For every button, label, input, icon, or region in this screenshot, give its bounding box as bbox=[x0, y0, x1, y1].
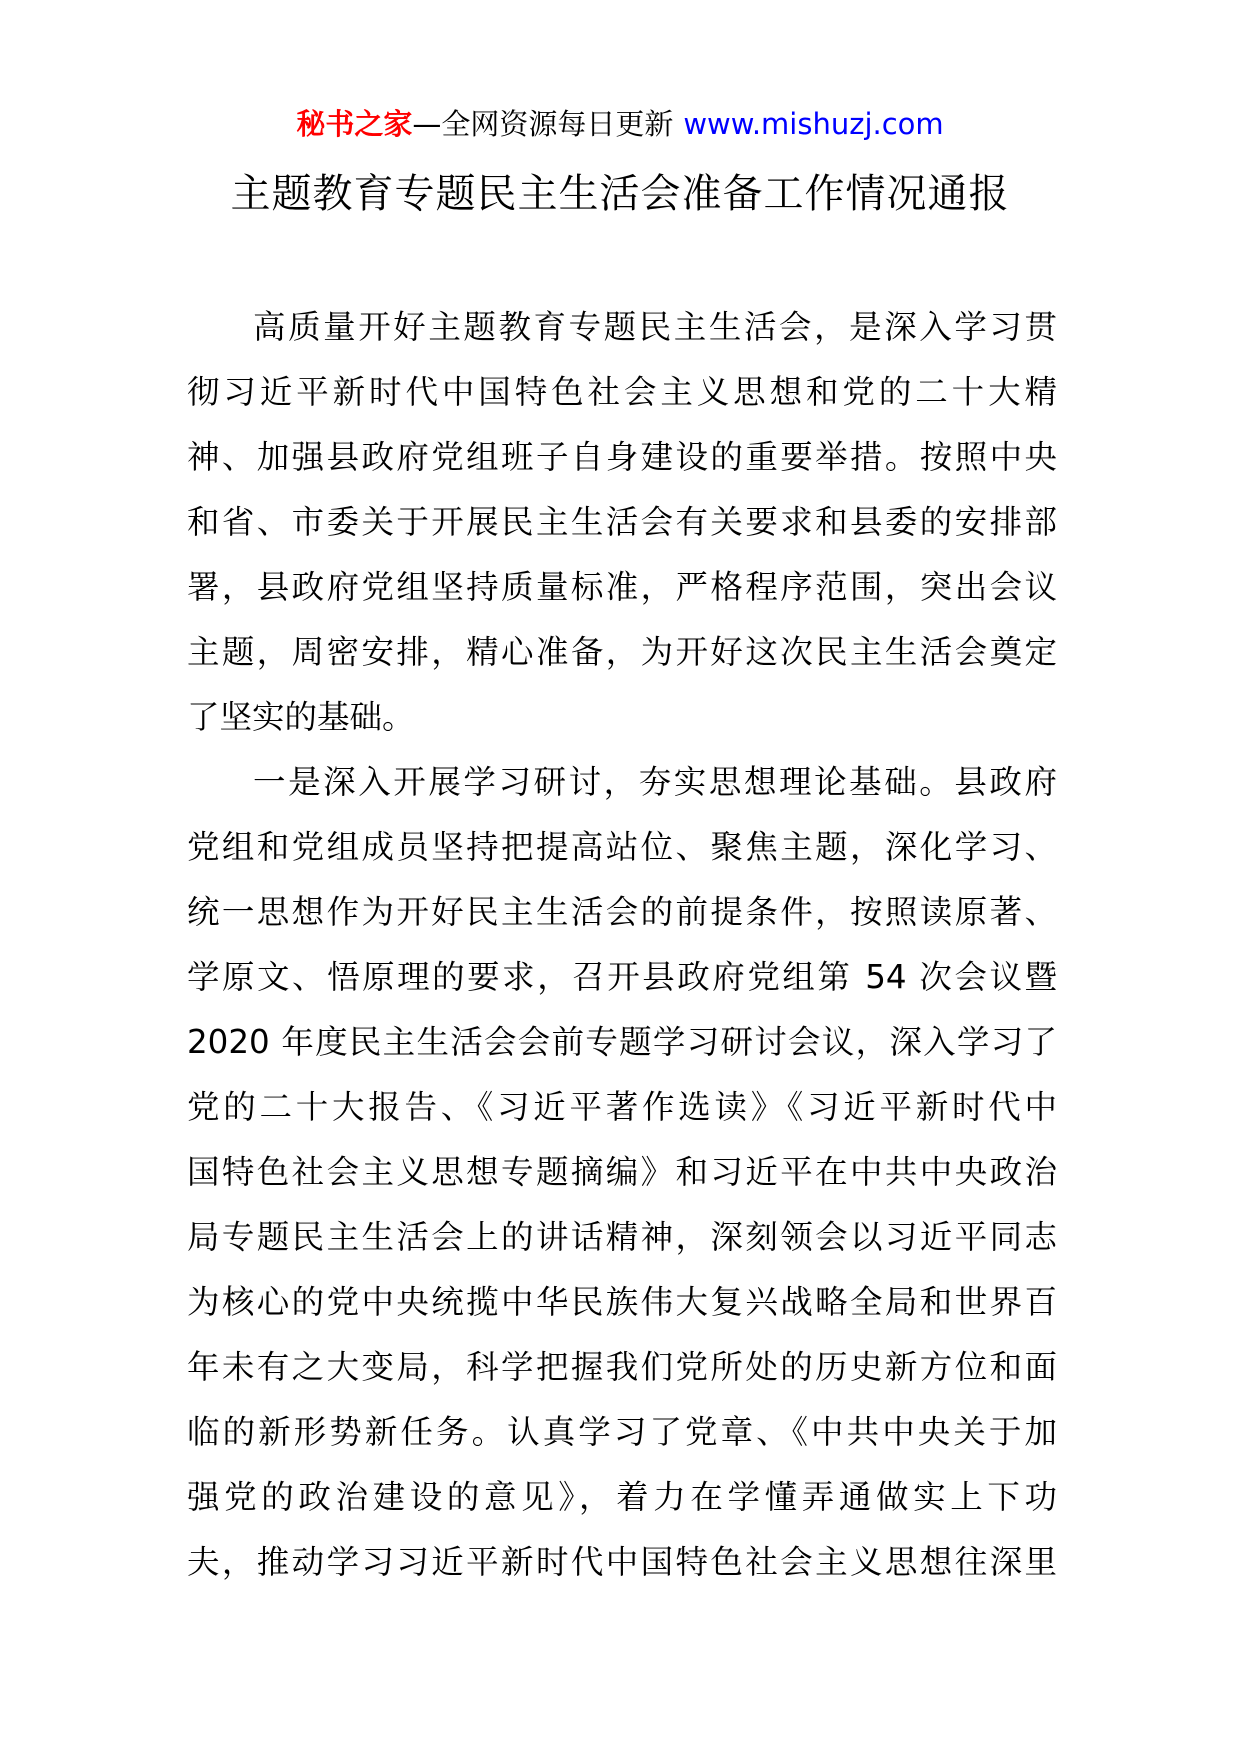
document-title: 主题教育专题民主生活会准备工作情况通报 bbox=[230, 171, 1010, 217]
paragraph-line: 临的新形势新任务。认真学习了党章、《中共中央关于加 bbox=[187, 1413, 1057, 1451]
paragraph-line: 2020 年度民主生活会会前专题学习研讨会议，深入学习了 bbox=[187, 1023, 1057, 1061]
paragraph-line: 党组和党组成员坚持把提高站位、聚焦主题，深化学习、 bbox=[187, 828, 1057, 866]
paragraph-line: 统一思想作为开好民主生活会的前提条件，按照读原著、 bbox=[187, 893, 1057, 931]
paragraph-line: 夫，推动学习习近平新时代中国特色社会主义思想往深里 bbox=[187, 1543, 1057, 1581]
document-body bbox=[187, 295, 1057, 1595]
paragraph-line: 强党的政治建设的意见》，着力在学懂弄通做实上下功 bbox=[187, 1478, 1057, 1516]
paragraph-line: 彻习近平新时代中国特色社会主义思想和党的二十大精 bbox=[187, 373, 1057, 411]
site-url: www.mishuzj.com bbox=[683, 107, 944, 141]
paragraph-line: 高质量开好主题教育专题民主生活会，是深入学习贯 bbox=[253, 308, 1057, 346]
paragraph-line: 国特色社会主义思想专题摘编》和习近平在中共中央政治 bbox=[187, 1153, 1057, 1191]
paragraph-line: 局专题民主生活会上的讲话精神，深刻领会以习近平同志 bbox=[187, 1218, 1057, 1256]
paragraph-line: 了坚实的基础。 bbox=[187, 698, 415, 736]
site-brand: 秘书之家 bbox=[296, 107, 413, 141]
paragraph-line: 为核心的党中央统揽中华民族伟大复兴战略全局和世界百 bbox=[187, 1283, 1057, 1321]
paragraph-line: 年未有之大变局，科学把握我们党所处的历史新方位和面 bbox=[187, 1348, 1057, 1386]
site-tagline: 全网资源每日更新 bbox=[441, 107, 674, 141]
paragraph-line: 神、加强县政府党组班子自身建设的重要举措。按照中央 bbox=[187, 438, 1057, 476]
paragraph-line: 和省、市委关于开展民主生活会有关要求和县委的安排部 bbox=[187, 503, 1057, 541]
paragraph-line: 主题，周密安排，精心准备，为开好这次民主生活会奠定 bbox=[187, 633, 1057, 671]
header-dash: — bbox=[412, 107, 442, 141]
paragraph-line: 学原文、悟原理的要求，召开县政府党组第 54 次会议暨 bbox=[187, 958, 1057, 996]
paragraph-line: 党的二十大报告、《习近平著作选读》《习近平新时代中 bbox=[187, 1088, 1057, 1126]
paragraph-line: 署，县政府党组坚持质量标准，严格程序范围，突出会议 bbox=[187, 568, 1057, 606]
paragraph-line: 一是深入开展学习研讨，夯实思想理论基础。县政府 bbox=[253, 763, 1057, 801]
site-header bbox=[0, 104, 1240, 144]
